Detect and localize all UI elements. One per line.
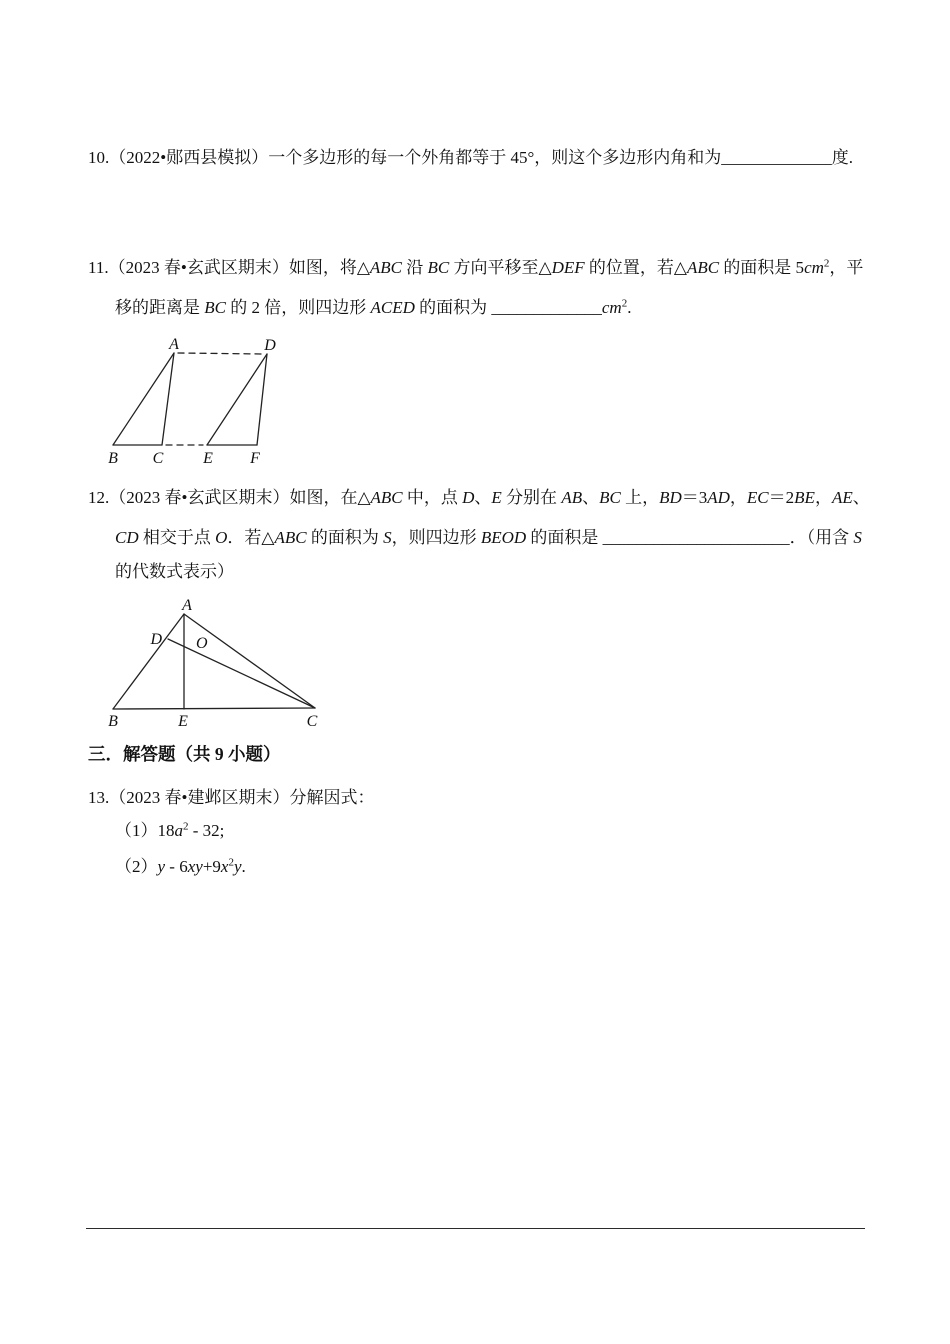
text-run: ABC xyxy=(369,258,403,277)
question-13-item1 xyxy=(115,819,224,843)
text-run: 11.（2023 春•玄武区期末）如图，将△ xyxy=(88,258,370,277)
text-run: 13.（2023 春•建邺区期末）分解因式： xyxy=(88,788,375,807)
text-run: . xyxy=(627,298,632,317)
text-run: ， xyxy=(814,488,832,507)
text-run: CD xyxy=(115,528,139,547)
text-run: 2 xyxy=(823,257,830,270)
question-11-text-line1 xyxy=(88,256,863,280)
vertex-label-C: C xyxy=(306,713,318,730)
text-run: y xyxy=(233,857,242,876)
question-12-text-line1 xyxy=(88,486,870,510)
vertex-label-A: A xyxy=(182,598,192,614)
point-label-O: O xyxy=(196,635,208,652)
text-run: 方向平移至△ xyxy=(449,258,552,277)
text-run: 、 xyxy=(582,488,600,507)
text-run: EC xyxy=(746,488,769,507)
text-run: BEOD xyxy=(480,528,527,547)
text-run: a xyxy=(174,821,183,840)
question-13-item2 xyxy=(115,855,246,879)
question-12-text-line3 xyxy=(115,560,234,584)
text-run: +9 xyxy=(202,857,221,876)
text-run: . xyxy=(241,857,246,876)
text-run: y xyxy=(157,857,166,876)
vertex-label-C: C xyxy=(152,450,164,466)
vertex-label-B: B xyxy=(108,450,118,466)
figure-q11-translation-triangles xyxy=(100,336,300,466)
text-run: 12.（2023 春•玄武区期末）如图，在△ xyxy=(88,488,371,507)
text-run: 相交于点 xyxy=(138,528,216,547)
text-run: xy xyxy=(187,857,203,876)
text-run: 分别在 xyxy=(501,488,562,507)
text-run: 、 xyxy=(474,488,492,507)
point-label-E: E xyxy=(178,713,188,730)
text-run: AB xyxy=(561,488,583,507)
edge-CA xyxy=(184,614,315,708)
text-run: S xyxy=(853,528,862,547)
text-run: BE xyxy=(794,488,815,507)
dashed-AD xyxy=(178,353,263,354)
text-run: _____________ xyxy=(491,298,602,317)
cevian-DC xyxy=(168,639,315,708)
text-run: AE xyxy=(831,488,853,507)
vertex-label-D: D xyxy=(264,337,276,354)
text-run: O xyxy=(215,528,228,547)
text-run: 的面积是 xyxy=(526,528,603,547)
text-run: 中，点 xyxy=(402,488,463,507)
text-run: - 6 xyxy=(165,857,188,876)
question-12-text-line2 xyxy=(115,526,862,550)
vertex-label-F: F xyxy=(250,450,260,466)
text-run: 10.（2022•郧西县模拟）一个多边形的每一个外角都等于 45°，则这个多边形内角和为 xyxy=(88,148,722,167)
text-run: _____________ xyxy=(721,148,832,167)
edge-AB xyxy=(113,614,184,709)
text-run: 2 xyxy=(621,297,628,310)
edge-BC xyxy=(113,708,315,709)
vertex-label-B: B xyxy=(108,713,118,730)
text-run: ABC xyxy=(274,528,307,547)
text-run: ABC xyxy=(686,258,720,277)
text-run: 2 xyxy=(228,856,234,869)
vertex-label-A: A xyxy=(169,336,179,353)
edge-CA xyxy=(162,353,174,445)
text-run: 的代数式表示） xyxy=(115,562,234,581)
text-run: 三．解答题（共 9 小题） xyxy=(88,744,281,764)
text-run: 移的距离是 xyxy=(115,298,205,317)
figure-q12-triangle-cevians xyxy=(98,598,338,733)
text-run: ， xyxy=(729,488,747,507)
text-run: ，则四边形 xyxy=(391,528,481,547)
text-run: 2 xyxy=(183,820,189,833)
text-run: BC xyxy=(204,298,226,317)
text-run: 的 2 倍，则四边形 xyxy=(225,298,371,317)
text-run: 的面积是 5 xyxy=(719,258,805,277)
text-run: ACED xyxy=(370,298,415,317)
text-run: 上， xyxy=(620,488,660,507)
text-run: DEF xyxy=(551,258,585,277)
vertex-label-E: E xyxy=(203,450,213,466)
text-run: S xyxy=(383,528,392,547)
text-run: 的面积为 xyxy=(414,298,492,317)
text-run: cm xyxy=(804,258,824,277)
text-run: 、 xyxy=(852,488,870,507)
text-run: BC xyxy=(599,488,621,507)
text-run: ，平 xyxy=(829,258,864,277)
text-run: 沿 xyxy=(402,258,428,277)
text-run: AD xyxy=(707,488,730,507)
text-run: （1）18 xyxy=(115,821,175,840)
text-run: （2） xyxy=(115,857,158,876)
text-run: 的面积为 xyxy=(306,528,384,547)
question-13-text xyxy=(88,786,374,810)
text-run: ＝2 xyxy=(768,488,795,507)
text-run: - 32; xyxy=(188,821,225,840)
text-run: D xyxy=(462,488,475,507)
footer-divider-line xyxy=(86,1228,865,1229)
question-11-text-line2 xyxy=(115,296,631,320)
section-heading-jiedati xyxy=(88,742,281,766)
text-run: ．若△ xyxy=(227,528,275,547)
text-run: cm xyxy=(601,298,622,317)
question-10-text xyxy=(88,146,853,170)
point-label-D: D xyxy=(150,631,162,648)
text-run: ______________________ xyxy=(602,528,790,547)
edge-AB xyxy=(113,353,174,445)
text-run: x xyxy=(220,857,229,876)
text-run: 的位置，若△ xyxy=(584,258,687,277)
text-run: E xyxy=(491,488,502,507)
text-run: BC xyxy=(427,258,450,277)
text-run: BD xyxy=(659,488,682,507)
text-run: 度. xyxy=(831,148,853,167)
text-run: ABC xyxy=(370,488,403,507)
text-run: ．（用含 xyxy=(789,528,854,547)
text-run: ＝3 xyxy=(681,488,708,507)
